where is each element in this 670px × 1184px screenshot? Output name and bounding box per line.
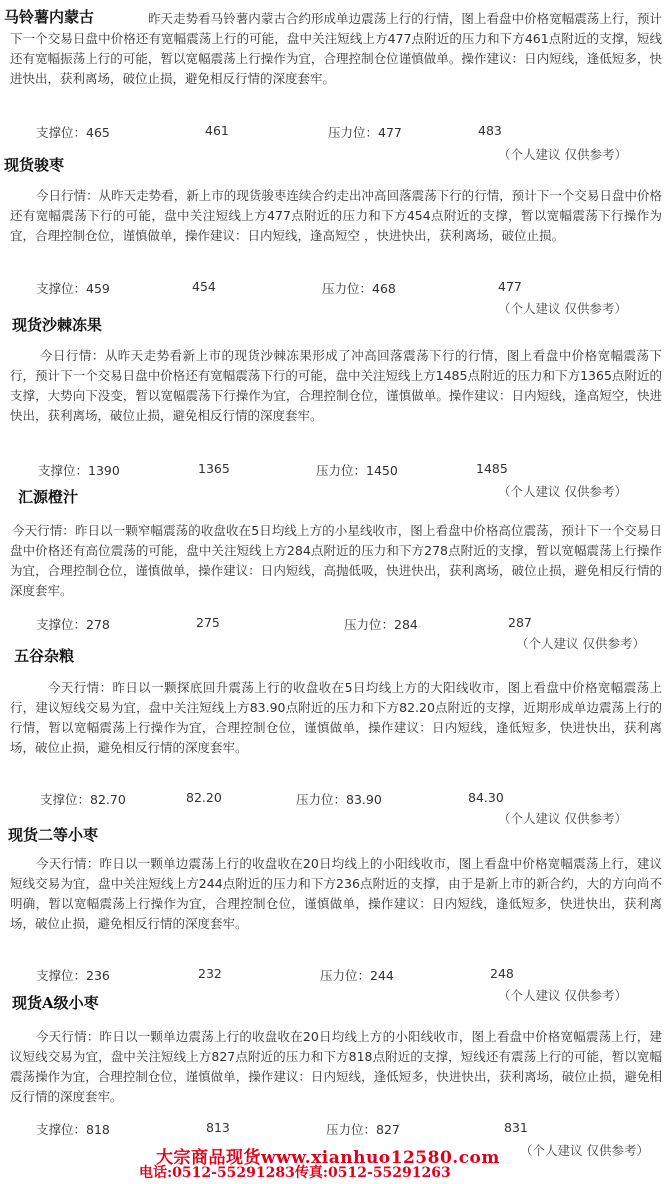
- support-level: 支撑位：278: [36, 617, 110, 632]
- disclaimer-note: （个人建议 仅供参考）: [498, 484, 627, 499]
- support-level: 支撑位：236: [36, 968, 110, 983]
- section-title: 汇源橙汁: [18, 488, 79, 506]
- pressure-level-2: 248: [490, 966, 514, 981]
- section-body: 今天行情：昨日以一颗单边震荡上行的收盘收在20日均线上的小阳线收市，图上看盘中价格宽幅震荡上行，建议短线交易为宜，盘中关注短线上方244点附近的压力和下方236点附近的支撑，由于是新上市的新合约，大的方向尚不明确，暂以宽幅震荡上行操作为宜，合理控制仓位，谨慎做单，操作建议：日内短线，逢低短多，快进快出，获利离场，破位止损，避免相反行情的深度套牢。: [10, 856, 662, 931]
- section-title: 现货沙棘冻果: [12, 316, 103, 334]
- section-body: 今天行情：昨日以一颗窄幅震荡的收盘收在5日均线上方的小星线收市，图上看盘中价格高位震荡，预计下一个交易日盘中价格还有高位震荡的可能，盘中关注短线上方284点附近的压力和下方278点附近的支撑，暂以宽幅震荡上行操作为宜，合理控制仓位，谨慎做单，操作建议：日内短线，高抛低吸，快进快出，获利离场，破位止损，避免相反行情的深度套牢。: [10, 523, 662, 598]
- footer-contact: 电话:0512-55291283传真:0512-55291263: [139, 1165, 451, 1181]
- pressure-level-2: 1485: [476, 461, 508, 476]
- pressure-level-2: 483: [478, 123, 502, 138]
- section-title: 现货二等小枣: [8, 826, 99, 844]
- support-level-2: 275: [196, 615, 220, 630]
- pressure-level: 压力位：284: [344, 617, 418, 632]
- pressure-level: 压力位：83.90: [296, 792, 382, 807]
- footer-website: 大宗商品现货www.xianhuo12580.com: [156, 1148, 500, 1168]
- pressure-level-2: 287: [508, 615, 532, 630]
- disclaimer-note: （个人建议 仅供参考）: [520, 1143, 649, 1158]
- support-level: 支撑位：465: [36, 125, 110, 140]
- pressure-level-2: 831: [504, 1120, 528, 1135]
- support-level: 支撑位：1390: [38, 463, 120, 478]
- support-level: 支撑位：82.70: [40, 792, 126, 807]
- pressure-level: 压力位：1450: [316, 463, 398, 478]
- section-title: 现货A级小枣: [12, 994, 99, 1012]
- pressure-level: 压力位：468: [322, 281, 396, 296]
- pressure-level-2: 84.30: [468, 790, 504, 805]
- section-body: 今日行情：从昨天走势看，新上市的现货骏枣连续合约走出冲高回落震荡下行的行情，预计下一个交易日盘中价格还有宽幅震荡下行的可能，盘中关注短线上方477点附近的压力和下方454点附近的支撑，暂以宽幅震荡下行操作为宜，合理控制仓位，谨慎做单，操作建议：日内短线，逢高短空 ，快进快出，获利离场，破位止损。: [10, 188, 662, 243]
- support-level-2: 1365: [198, 461, 230, 476]
- section-body: 今天行情：昨日以一颗单边震荡上行的收盘收在20日均线上方的小阳线收市，图上看盘中价格宽幅震荡上行，建议短线交易为宜，盘中关注短线上方827点附近的压力和下方818点附近的支撑，短线还有震荡上行的可能，暂以宽幅震荡操作为宜，合理控制仓位，谨慎做单，操作建议：日内短线，逢低短多，快进快出，获利离场，破位止损，避免相反行情的深度套牢。: [10, 1029, 662, 1104]
- pressure-level-2: 477: [498, 279, 522, 294]
- section-body: 今天行情：昨日以一颗探底回升震荡上行的收盘收在5日均线上方的大阳线收市，图上看盘中价格宽幅震荡上行，建议短线交易为宜，盘中关注短线上方83.90点附近的压力和下方82.20点附近的支撑，近期形成单边震荡上行的行情，暂以宽幅震荡上行操作为宜，合理控制仓位，谨慎做单，操作建议：日内短线，逢低短多，快进快出，获利离场，破位止损，避免相反行情的深度套牢。: [10, 680, 662, 755]
- pressure-level: 压力位：244: [320, 968, 394, 983]
- pressure-level: 压力位：477: [328, 125, 402, 140]
- section-title: 五谷杂粮: [14, 647, 75, 665]
- disclaimer-note: （个人建议 仅供参考）: [498, 811, 627, 826]
- section-title: 现货骏枣: [4, 156, 65, 174]
- disclaimer-note: （个人建议 仅供参考）: [498, 147, 627, 162]
- section-body: 昨天走势看马铃薯内蒙古合约形成单边震荡上行的行情，图上看盘中价格宽幅震荡上行，预计下一个交易日盘中价格还有宽幅震荡上行的可能，盘中关注短线上方477点附近的压力和下方461点附近的支撑，短线还有宽幅振荡上行的可能，暂以宽幅震荡上行操作为宜，合理控制仓位谨慎做单。操作建议：日内短线，逢低短多，快进快出，获利离场，破位止损，避免相反行情的深度套牢。: [10, 11, 662, 86]
- pressure-level: 压力位：827: [326, 1122, 400, 1137]
- support-level-2: 454: [192, 279, 216, 294]
- support-level: 支撑位：459: [36, 281, 110, 296]
- disclaimer-note: （个人建议 仅供参考）: [516, 636, 645, 651]
- support-level: 支撑位：818: [36, 1122, 110, 1137]
- disclaimer-note: （个人建议 仅供参考）: [498, 301, 627, 316]
- support-level-2: 461: [205, 123, 229, 138]
- section-body: 今日行情：从昨天走势看新上市的现货沙棘冻果形成了冲高回落震荡下行的行情，图上看盘中价格宽幅震荡下行，预计下一个交易日盘中价格还有宽幅震荡下行的可能，盘中关注短线上方1485点附近的压力和下方1365点附近的支撑，大势向下没变，暂以宽幅震荡下行操作为宜，合理控制仓位，谨慎做单。操作建议：日内短线，逢高短空，快进快出，获利离场，破位止损，避免相反行情的深度套牢。: [10, 348, 662, 423]
- support-level-2: 82.20: [186, 790, 222, 805]
- section-title: 马铃薯内蒙古: [4, 8, 95, 26]
- disclaimer-note: （个人建议 仅供参考）: [498, 988, 627, 1003]
- support-level-2: 232: [198, 966, 222, 981]
- support-level-2: 813: [206, 1120, 230, 1135]
